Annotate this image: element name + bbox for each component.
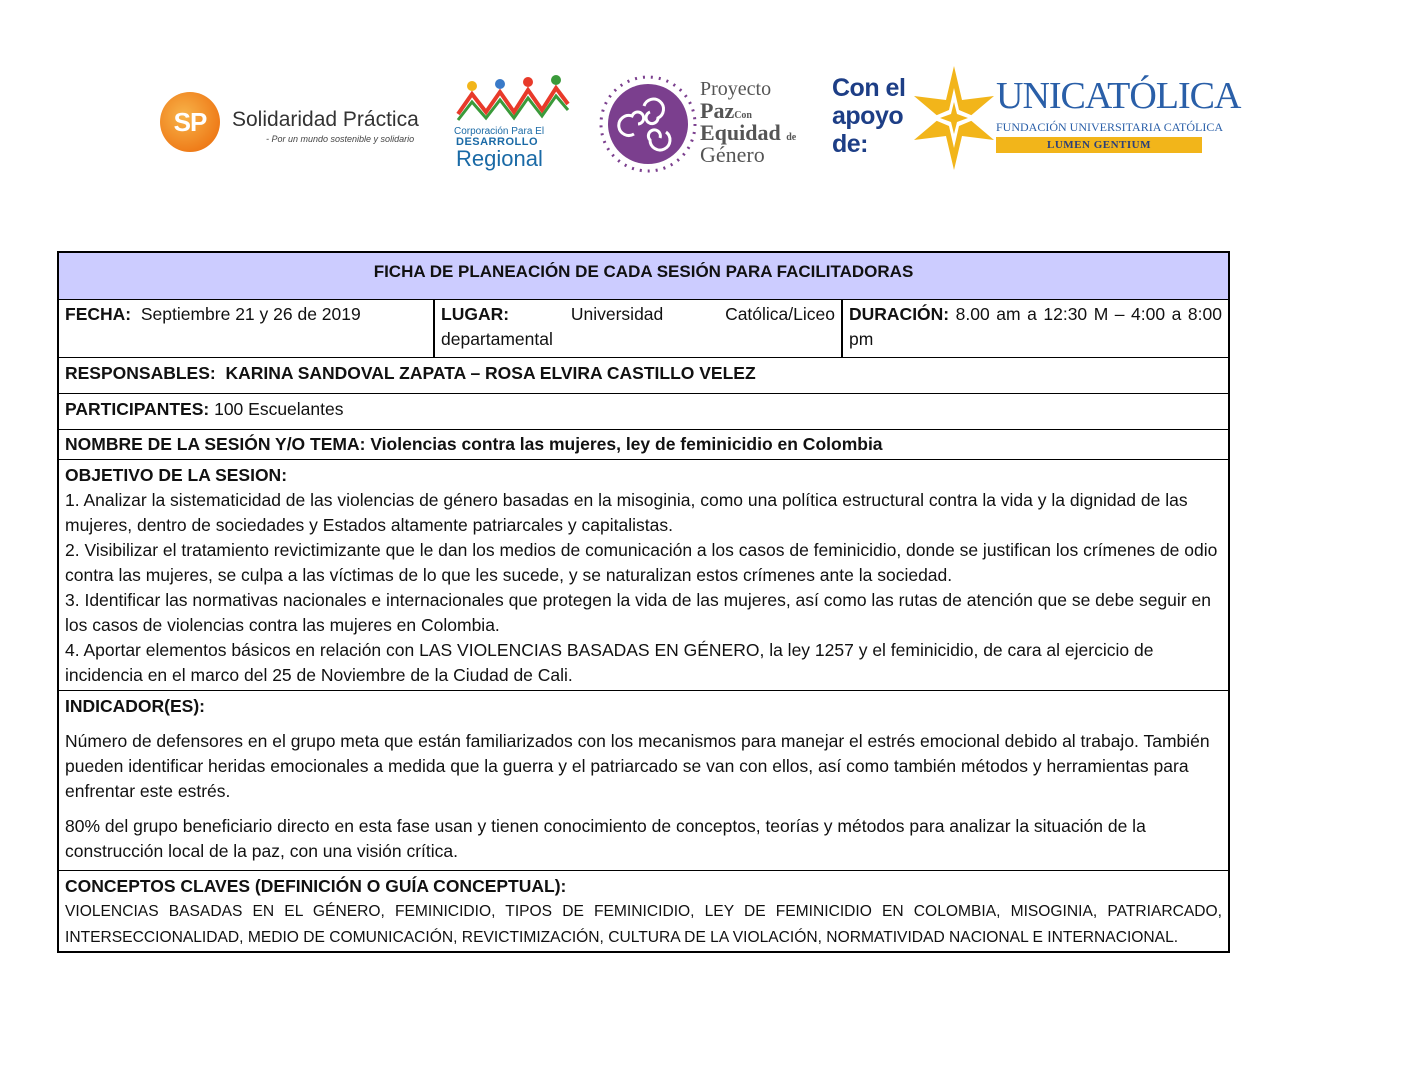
unicatolica-motto: LUMEN GENTIUM [996, 137, 1202, 153]
conceptos-row [59, 870, 1228, 951]
apoyo-line3: de: [832, 130, 868, 158]
meta-row [59, 299, 1228, 357]
triskelion-icon [596, 72, 700, 176]
unicatolica-subtitle: FUNDACIÓN UNIVERSITARIA CATÓLICA [996, 120, 1224, 134]
lugar-label: LUGAR: [441, 304, 510, 324]
objetivo-item: 1. Analizar la sistematicidad de las violencias de género basadas en la misoginia, como una política estructural contra la vida y la dignidad de las mujeres, dentro de sociedades y Estados altamente patriarcales y capitalistas. [65, 490, 1188, 535]
paz-line3: Equidad de [700, 120, 797, 145]
solidaridad-practica-logo [160, 92, 440, 154]
participantes-label: PARTICIPANTES: [65, 399, 210, 419]
indicador-row [59, 690, 1228, 870]
indicador-item: Número de defensores en el grupo meta que están familiarizados con los mecanismos para manejar el estrés emocional debido al trabajo. También pueden identificar heridas emocionales a medida que la guerra y el patriarcado se van con ellos, así como también métodos y herramientas para enfrentar este estrés. [65, 731, 1210, 801]
lugar-cell [435, 300, 843, 357]
people-figures-icon [454, 74, 572, 126]
conceptos-value: VIOLENCIAS BASADAS EN EL GÉNERO, FEMINICIDIO, TIPOS DE FEMINICIDIO, LEY DE FEMINICIDIO EN COLOMBIA, MISOGINIA, PATRIARCADO, INTERSECCIONALIDAD, MEDIO DE COMUNICACIÓN, REVICTIMIZACIÓN, CULTURA DE LA VIOLACIÓN, NORMATIVIDAD NACIONAL E INTERNACIONAL. [65, 903, 1222, 946]
participantes-value: 100 Escuelantes [214, 399, 344, 419]
fecha-cell [59, 300, 435, 357]
duracion-value: 8.00 am a 12:30 M – 4:00 a 8:00 pm [849, 304, 1222, 349]
indicador-item: 80% del grupo beneficiario directo en esta fase usan y tienen conocimiento de conceptos, teorías y métodos para analizar la situación de la construcción local de la paz, con una visión crítica. [65, 816, 1146, 861]
con-el-apoyo-de-text [832, 74, 914, 164]
logo-bar [0, 0, 1408, 200]
cdr-line3: Regional [456, 146, 543, 171]
participantes-row [59, 393, 1228, 429]
cdr-line1: Corporación Para El [454, 126, 545, 137]
tema-row [59, 429, 1228, 459]
tema-label: NOMBRE DE LA SESIÓN Y/O TEMA: [65, 434, 366, 454]
paz-line4: Género [700, 142, 765, 167]
unicatolica-logo [912, 66, 1241, 170]
star-icon [912, 66, 996, 170]
form-title: FICHA DE PLANEACIÓN DE CADA SESIÓN PARA FACILITADORAS [59, 253, 1228, 299]
apoyo-line1: Con el [832, 74, 906, 102]
apoyo-line2: apoyo [832, 102, 904, 130]
objetivo-row [59, 459, 1228, 690]
unicatolica-name: UNICATÓLICA [996, 75, 1241, 117]
paz-line1: Proyecto [700, 78, 772, 100]
duracion-label: DURACIÓN: [849, 304, 950, 324]
responsables-row [59, 357, 1228, 393]
duracion-cell [843, 300, 1228, 357]
paz-line2: PazCon [700, 98, 752, 123]
desarrollo-regional-logo [452, 72, 576, 172]
objetivo-item: 3. Identificar las normativas nacionales e internacionales que protegen la vida de las mujeres, así como las rutas de atención que se debe seguir en los casos de violencias contra las mujeres en Colombia. [65, 590, 1211, 635]
fecha-label: FECHA: [65, 304, 132, 324]
tema-value: Violencias contra las mujeres, ley de feminicidio en Colombia [370, 434, 883, 454]
sp-tagline: - Por un mundo sostenible y solidario [266, 134, 415, 144]
fecha-value: Septiembre 21 y 26 de 2019 [140, 304, 361, 324]
indicador-label: INDICADOR(ES): [65, 696, 205, 716]
responsables-label: RESPONSABLES: [65, 363, 216, 383]
lugar-value: Universidad Católica/Liceo departamental [441, 304, 835, 349]
objetivo-label: OBJETIVO DE LA SESION: [65, 465, 288, 485]
sp-name: Solidaridad Práctica [232, 108, 419, 131]
sp-mark: SP [160, 92, 220, 152]
planning-form-table [57, 251, 1230, 953]
conceptos-label: CONCEPTOS CLAVES (DEFINICIÓN O GUÍA CONCEPTUAL): [65, 876, 567, 896]
responsables-value: KARINA SANDOVAL ZAPATA – ROSA ELVIRA CASTILLO VELEZ [225, 363, 756, 383]
cdr-line2: DESARROLLO [456, 136, 538, 148]
objetivo-item: 4. Aportar elementos básicos en relación con LAS VIOLENCIAS BASADAS EN GÉNERO, la ley 1257 y el feminicidio, de cara al ejercicio de incidencia en el marco del 25 de Noviembre de la Ciudad de Cali. [65, 640, 1154, 685]
objetivo-item: 2. Visibilizar el tratamiento revictimizante que le dan los medios de comunicación a los casos de feminicidio, donde se justifican los crímenes de odio contra las mujeres, se culpa a las víctimas de lo que les sucede, y se naturalizan estos crímenes ante la sociedad. [65, 540, 1218, 585]
proyecto-paz-logo [596, 72, 818, 180]
